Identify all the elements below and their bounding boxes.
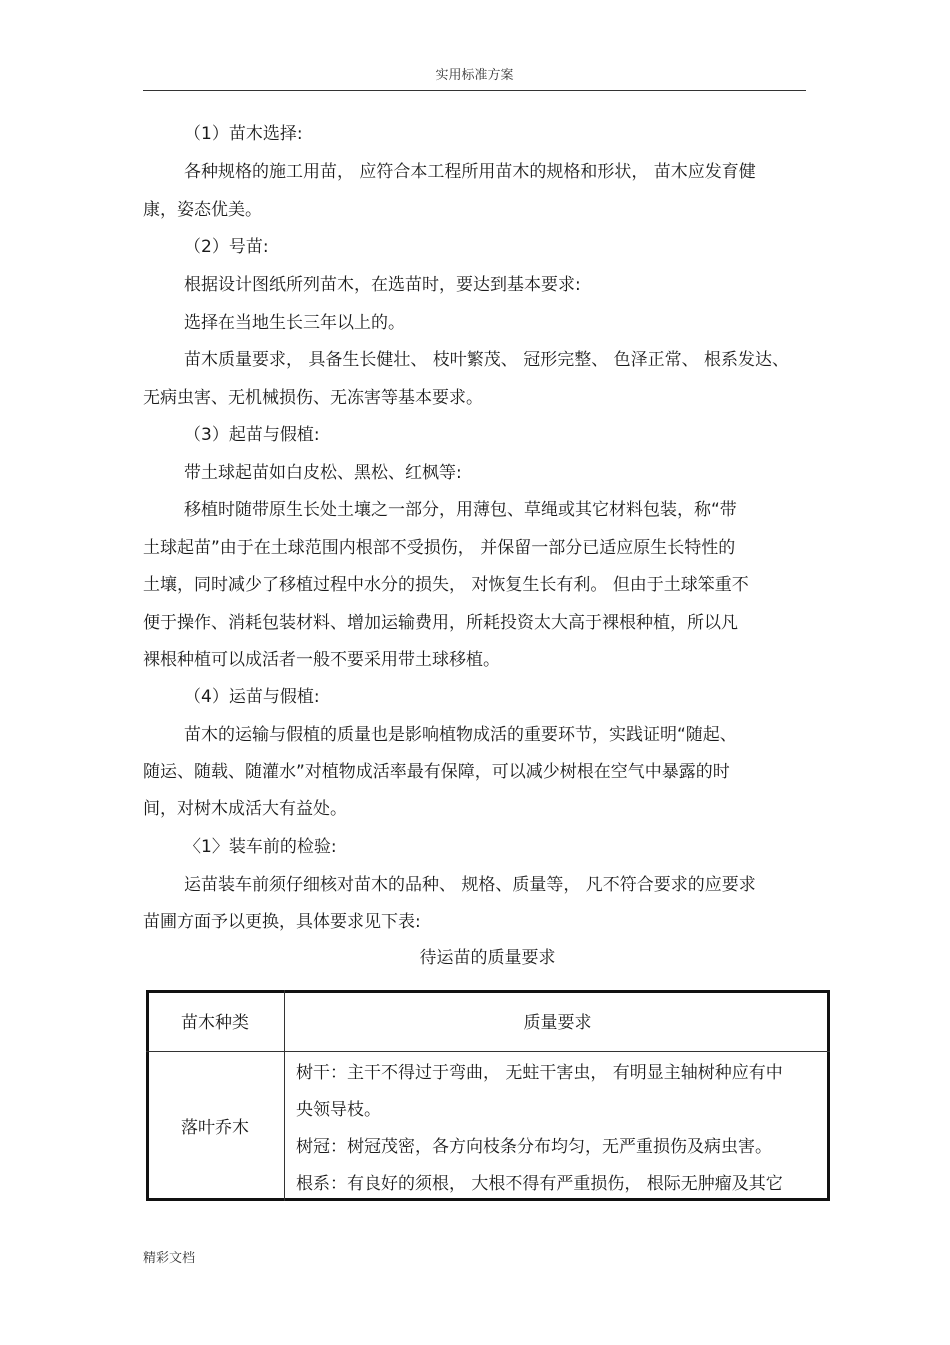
paragraph-line: 土壤，同时减少了移植过程中水分的损失， 对恢复生长有利。 但由于土球笨重不 (143, 575, 749, 595)
paragraph-line: 便于操作、消耗包装材料、增加运输费用，所耗投资太大高于裸根种植，所以凡 (143, 613, 738, 633)
table-cell-requirement-line: 根系：有良好的须根， 大根不得有严重损伤， 根际无肿瘤及其它 (296, 1174, 783, 1194)
paragraph-line: 苗木的运输与假植的质量也是影响植物成活的重要环节，实践证明“随起、 (184, 725, 737, 745)
table-row-divider (146, 1051, 830, 1052)
page-footer: 精彩文档 (143, 1251, 196, 1266)
table-header-requirement: 质量要求 (523, 1013, 592, 1033)
paragraph-line: 无病虫害、无机械损伤、无冻害等基本要求。 (143, 388, 483, 408)
table-header-category: 苗木种类 (181, 1013, 249, 1033)
paragraph-line: 移植时随带原生长处土壤之一部分，用薄包、草绳或其它材料包装，称“带 (184, 500, 737, 520)
table-cell-requirement-line: 央领导枝。 (296, 1100, 381, 1120)
paragraph-line: 带土球起苗如白皮松、黑松、红枫等: (184, 463, 462, 483)
paragraph-line: 康，姿态优美。 (143, 200, 262, 220)
table-caption: 待运苗的质量要求 (419, 948, 556, 968)
paragraph-line: 裸根种植可以成活者一般不要采用带土球移植。 (143, 650, 500, 670)
header-divider (143, 90, 806, 91)
paragraph-line: 运苗装车前须仔细核对苗木的品种、 规格、质量等， 凡不符合要求的应要求 (184, 875, 756, 895)
paragraph-line: 土球起苗”由于在土球范围内根部不受损伤， 并保留一部分已适应原生长特性的 (143, 538, 736, 558)
table-cell-requirement-line: 树冠：树冠茂密，各方向枝条分布均匀，无严重损伤及病虫害。 (296, 1137, 772, 1157)
heading-inspection: 〈1〉装车前的检验: (184, 837, 337, 857)
paragraph-line: 间，对树木成活大有益处。 (143, 799, 347, 819)
paragraph-line: 选择在当地生长三年以上的。 (184, 313, 405, 333)
heading-marking: （2）号苗: (184, 237, 269, 257)
paragraph-line: 苗圃方面予以更换，具体要求见下表: (143, 912, 421, 932)
table-cell-category: 落叶乔木 (181, 1118, 249, 1138)
page-header: 实用标准方案 (435, 68, 514, 83)
paragraph-line: 苗木质量要求， 具备生长健壮、 枝叶繁茂、 冠形完整、 色泽正常、 根系发达、 (184, 350, 790, 370)
paragraph-line: 各种规格的施工用苗， 应符合本工程所用苗木的规格和形状， 苗木应发育健 (184, 162, 756, 182)
heading-lifting: （3）起苗与假植: (184, 425, 320, 445)
heading-transport: （4）运苗与假植: (184, 687, 320, 707)
heading-seedling-selection: （1）苗木选择: (184, 124, 303, 144)
table-cell-requirement-line: 树干：主干不得过于弯曲， 无蛀干害虫， 有明显主轴树种应有中 (296, 1063, 783, 1083)
paragraph-line: 随运、随载、随灌水”对植物成活率最有保障，可以减少树根在空气中暴露的时 (143, 762, 730, 782)
paragraph-line: 根据设计图纸所列苗木，在选苗时，要达到基本要求: (184, 275, 581, 295)
